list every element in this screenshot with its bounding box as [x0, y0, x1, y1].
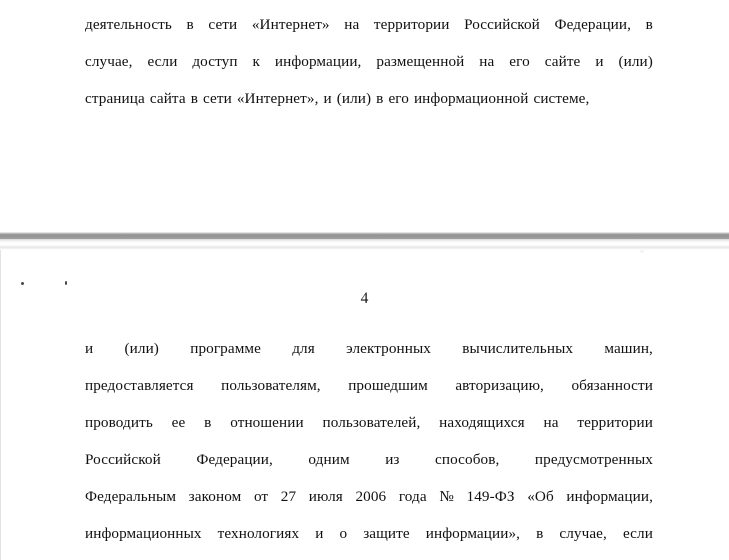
text-word: и [595, 53, 604, 70]
text-word: проводить [85, 414, 153, 431]
text-word: Федерации, [196, 451, 273, 468]
text-word: 27 [280, 488, 297, 505]
text-word: сайта [149, 90, 186, 107]
text-word: отношении [230, 414, 304, 431]
text-word: пользователей, [322, 414, 421, 431]
text-word: № [439, 488, 454, 505]
text-word: способов, [435, 451, 500, 468]
text-word: если [622, 525, 653, 542]
text-word: предоставляется [85, 377, 194, 394]
text-word: системе, [533, 90, 590, 107]
text-word: и [323, 90, 332, 107]
text-word: электронных [346, 340, 431, 357]
page-break-separator [0, 232, 729, 250]
text-word: к [252, 53, 260, 70]
text-word: законом [188, 488, 242, 505]
text-word: его [509, 53, 530, 70]
text-line [85, 43, 653, 80]
page-number: 4 [360, 290, 369, 307]
text-line [85, 515, 653, 552]
text-word: о [339, 525, 348, 542]
text-word: (или) [336, 90, 372, 107]
text-word: случае, [559, 525, 607, 542]
text-word: предусмотренных [534, 451, 653, 468]
text-word: (или) [618, 53, 653, 70]
text-word: из [385, 451, 400, 468]
text-word: на [543, 414, 559, 431]
text-word: машин, [604, 340, 653, 357]
text-word: информационных [85, 525, 202, 542]
text-word: территории [373, 16, 450, 33]
text-word: авторизацию, [455, 377, 544, 394]
text-word: на [344, 16, 360, 33]
text-word: «Интернет», [236, 90, 319, 107]
text-word: его [388, 90, 409, 107]
text-word: защите [363, 525, 410, 542]
text-word: сайте [544, 53, 581, 70]
text-word: 2006 [355, 488, 387, 505]
text-word: в [204, 414, 212, 431]
text-word: для [292, 340, 315, 357]
text-word: страница [85, 90, 145, 107]
text-word: программе [190, 340, 261, 357]
text-line [85, 80, 653, 117]
text-line [85, 404, 653, 441]
text-word: доступ [192, 53, 238, 70]
text-word: и [85, 340, 94, 357]
text-word: информации», [425, 525, 521, 542]
text-word: в [536, 525, 544, 542]
text-word: информационной [413, 90, 529, 107]
text-word: вычислительных [462, 340, 574, 357]
text-word: информации, [274, 53, 362, 70]
text-word: информации, [566, 488, 653, 505]
page-previous-text-block [85, 6, 653, 117]
text-word: размещенной [376, 53, 465, 70]
text-word: обязанности [571, 377, 653, 394]
text-word: прошедшим [348, 377, 428, 394]
text-word: одним [308, 451, 350, 468]
text-word: пользователям, [221, 377, 321, 394]
document-page-previous[interactable] [0, 0, 729, 232]
text-word: случае, [85, 53, 133, 70]
text-word: ее [171, 414, 186, 431]
text-line [85, 330, 653, 367]
text-word: сети [208, 16, 238, 33]
text-word: Федерации, [554, 16, 632, 33]
text-word: деятельность [85, 16, 172, 33]
text-word: на [479, 53, 495, 70]
text-word: если [147, 53, 178, 70]
page-break-shadow [0, 232, 729, 239]
text-word: в [645, 16, 653, 33]
text-word: в [190, 90, 198, 107]
text-word: сети [202, 90, 232, 107]
page-next-text-block [85, 330, 653, 552]
text-word: (или) [124, 340, 159, 357]
text-word: находящихся [439, 414, 525, 431]
text-word: от [253, 488, 269, 505]
text-word: Российской [85, 451, 161, 468]
scan-speck-icon [21, 282, 24, 285]
text-line [85, 6, 653, 43]
text-word: в [186, 16, 194, 33]
scan-speck-icon [65, 281, 67, 285]
text-word: и [315, 525, 324, 542]
text-word: в [376, 90, 384, 107]
text-word: «Об [527, 488, 554, 505]
text-line [85, 478, 653, 515]
text-line [85, 441, 653, 478]
text-word: Федеральным [85, 488, 177, 505]
text-word: июля [308, 488, 343, 505]
text-word: территории [577, 414, 653, 431]
text-word: Российской [464, 16, 540, 33]
scan-speck-icon [640, 250, 644, 253]
text-word: года [398, 488, 427, 505]
text-word: технологиях [217, 525, 300, 542]
text-line [85, 367, 653, 404]
text-word: 149-ФЗ [466, 488, 515, 505]
text-word: «Интернет» [251, 16, 330, 33]
